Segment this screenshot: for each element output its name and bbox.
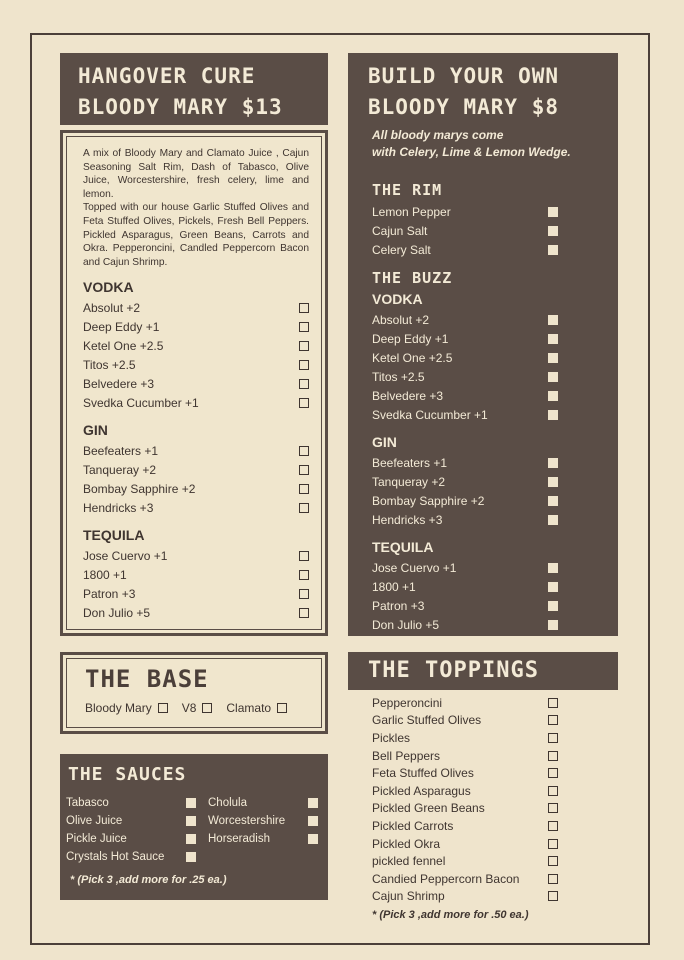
hangover-vodka-heading: VODKA <box>83 279 134 296</box>
option-label: Pepperoncini <box>372 695 443 710</box>
checkbox[interactable] <box>299 341 309 351</box>
checkbox[interactable] <box>548 477 558 487</box>
checkbox[interactable] <box>186 852 196 862</box>
hangover-tequila-heading: TEQUILA <box>83 527 145 544</box>
menu-option-jose-cuervo-1[interactable] <box>372 558 558 577</box>
checkbox[interactable] <box>186 816 196 826</box>
option-label: Deep Eddy +1 <box>372 331 449 346</box>
option-label: Don Julio +5 <box>372 617 440 632</box>
menu-option-hendricks-3[interactable] <box>83 498 309 517</box>
option-label: Patron +3 <box>83 586 136 601</box>
toppings-title: THE TOPPINGS <box>348 652 618 690</box>
checkbox[interactable] <box>299 608 309 618</box>
checkbox[interactable] <box>548 515 558 525</box>
menu-option-svedka-cucumber-1[interactable] <box>83 393 309 412</box>
checkbox[interactable] <box>299 322 309 332</box>
checkbox[interactable] <box>548 226 558 236</box>
option-label: 1800 +1 <box>83 567 127 582</box>
menu-option-tanqueray-2[interactable] <box>83 460 309 479</box>
checkbox[interactable] <box>548 874 558 884</box>
menu-option-tabasco[interactable] <box>66 794 196 812</box>
menu-option-bombay-sapphire-2[interactable] <box>83 479 309 498</box>
checkbox[interactable] <box>299 503 309 513</box>
option-label: Pickled Carrots <box>372 818 454 833</box>
option-label: Hendricks +3 <box>372 512 443 527</box>
menu-option-lemon-pepper[interactable] <box>372 202 558 221</box>
menu-option-beefeaters-1[interactable] <box>372 453 558 472</box>
option-label: Beefeaters +1 <box>83 443 159 458</box>
checkbox[interactable] <box>548 698 558 708</box>
menu-option-feta-stuffed-olives[interactable] <box>372 764 558 782</box>
sauces-left-list <box>66 794 196 866</box>
menu-option-titos-2-5[interactable] <box>372 367 558 386</box>
menu-option-worcestershire[interactable] <box>208 812 318 830</box>
checkbox[interactable] <box>548 353 558 363</box>
menu-option-patron-3[interactable] <box>83 584 309 603</box>
hangover-content <box>83 147 309 622</box>
option-label: Belvedere +3 <box>83 376 155 391</box>
checkbox[interactable] <box>299 570 309 580</box>
option-label: Pickled Okra <box>372 836 441 851</box>
option-label: Candied Peppercorn Bacon <box>372 871 520 886</box>
option-label: Svedka Cucumber +1 <box>83 395 199 410</box>
build-gin-heading: GIN <box>372 434 397 450</box>
checkbox[interactable] <box>299 303 309 313</box>
build-subtitle-line2: with Celery, Lime & Lemon Wedge. <box>372 145 571 159</box>
build-title-line2: BLOODY MARY $8 <box>368 95 560 119</box>
menu-option-belvedere-3[interactable] <box>372 386 558 405</box>
checkbox[interactable] <box>548 582 558 592</box>
menu-option-patron-3[interactable] <box>372 596 558 615</box>
menu-option-olive-juice[interactable] <box>66 812 196 830</box>
menu-option-deep-eddy-1[interactable] <box>83 317 309 336</box>
option-label: Bell Peppers <box>372 748 441 763</box>
menu-option-garlic-stuffed-olives[interactable] <box>372 712 558 730</box>
option-label: Tanqueray +2 <box>372 474 446 489</box>
checkbox[interactable] <box>548 563 558 573</box>
menu-option-jose-cuervo-1[interactable] <box>83 546 309 565</box>
checkbox[interactable] <box>299 484 309 494</box>
checkbox[interactable] <box>308 834 318 844</box>
checkbox[interactable] <box>308 816 318 826</box>
sauces-right-list <box>208 794 318 848</box>
buzz-heading: THE BUZZ <box>372 269 453 287</box>
checkbox[interactable] <box>548 751 558 761</box>
base-title: THE BASE <box>85 665 209 693</box>
option-label: Titos +2.5 <box>372 369 425 384</box>
menu-option-pickled-asparagus[interactable] <box>372 782 558 800</box>
option-label: Deep Eddy +1 <box>83 319 160 334</box>
option-label: Celery Salt <box>372 242 431 257</box>
option-label: Ketel One +2.5 <box>83 338 164 353</box>
option-label: Ketel One +2.5 <box>372 350 453 365</box>
checkbox[interactable] <box>548 768 558 778</box>
build-title <box>368 61 559 123</box>
option-label: Cajun Salt <box>372 223 428 238</box>
checkbox[interactable] <box>186 834 196 844</box>
checkbox[interactable] <box>548 207 558 217</box>
option-label: Lemon Pepper <box>372 204 451 219</box>
option-label: Feta Stuffed Olives <box>372 766 474 781</box>
checkbox[interactable] <box>548 891 558 901</box>
menu-option-1800-1[interactable] <box>83 565 309 584</box>
option-label: Patron +3 <box>372 598 425 613</box>
option-label: Olive Juice <box>66 815 123 827</box>
hangover-tequila-list <box>83 546 309 622</box>
build-options <box>372 171 558 634</box>
option-label: Cajun Shrimp <box>372 889 445 904</box>
checkbox[interactable] <box>548 620 558 630</box>
toppings-list <box>372 694 558 905</box>
menu-option-bombay-sapphire-2[interactable] <box>372 491 558 510</box>
checkbox[interactable] <box>548 803 558 813</box>
menu-option-svedka-cucumber-1[interactable] <box>372 405 558 424</box>
menu-option-candied-peppercorn-bacon[interactable] <box>372 870 558 888</box>
option-label: Horseradish <box>208 833 270 845</box>
checkbox[interactable] <box>548 496 558 506</box>
rim-heading: THE RIM <box>372 181 443 199</box>
option-label: Pickled Asparagus <box>372 783 471 798</box>
checkbox[interactable] <box>277 703 287 713</box>
menu-option-bell-peppers[interactable] <box>372 747 558 765</box>
checkbox[interactable] <box>158 703 168 713</box>
toppings-note: * (Pick 3 ,add more for .50 ea.) <box>372 909 529 921</box>
hangover-gin-list <box>83 441 309 517</box>
checkbox[interactable] <box>299 551 309 561</box>
option-label: pickled fennel <box>372 854 446 869</box>
sauces-title: THE SAUCES <box>68 764 187 785</box>
checkbox[interactable] <box>299 379 309 389</box>
base-box <box>60 652 328 734</box>
menu-option-belvedere-3[interactable] <box>83 374 309 393</box>
hangover-description-2: Topped with our house Garlic Stuffed Olives and Feta Stuffed Olives, Pickels, Fresh Bell Peppers. Pickled Asparagus, Green Beans, Carrots and Okra. Pepperoncini, Candled Peppercorn Bacon and Cajun Shrimp. <box>83 202 309 268</box>
option-label: Worcestershire <box>208 815 286 827</box>
option-label: Jose Cuervo +1 <box>83 548 168 563</box>
checkbox[interactable] <box>548 839 558 849</box>
rim-list <box>372 202 558 259</box>
hangover-title-line2: BLOODY MARY $13 <box>78 95 283 119</box>
menu-option-horseradish[interactable] <box>208 830 318 848</box>
build-tequila-list <box>372 558 558 634</box>
build-title-line1: BUILD YOUR OWN <box>368 64 560 88</box>
base-option-v8[interactable] <box>182 701 213 715</box>
menu-option-deep-eddy-1[interactable] <box>372 329 558 348</box>
checkbox[interactable] <box>548 245 558 255</box>
menu-option-beefeaters-1[interactable] <box>83 441 309 460</box>
base-option-clamato[interactable] <box>226 701 287 715</box>
option-label: Pickle Juice <box>66 833 127 845</box>
option-label: Bombay Sapphire +2 <box>372 493 485 508</box>
checkbox[interactable] <box>548 334 558 344</box>
base-option-bloody-mary[interactable] <box>85 701 168 715</box>
checkbox[interactable] <box>299 360 309 370</box>
hangover-description-1: A mix of Bloody Mary and Clamato Juice , Cajun Seasoning Salt Rim, Dash of Tabasco, Olive Juice, Worcestershire, fresh celery, lime and lemon. <box>83 148 309 200</box>
menu-option-pickled-okra[interactable] <box>372 835 558 853</box>
menu-option-pickled-fennel[interactable] <box>372 852 558 870</box>
base-option-label: Clamato <box>226 701 272 715</box>
checkbox[interactable] <box>548 315 558 325</box>
build-your-own-box <box>348 53 618 636</box>
sauces-note: * (Pick 3 ,add more for .25 ea.) <box>70 874 227 886</box>
checkbox[interactable] <box>299 589 309 599</box>
checkbox[interactable] <box>548 372 558 382</box>
option-label: 1800 +1 <box>372 579 416 594</box>
menu-option-tanqueray-2[interactable] <box>372 472 558 491</box>
option-label: Don Julio +5 <box>83 605 151 620</box>
option-label: Titos +2.5 <box>83 357 136 372</box>
base-option-label: Bloody Mary <box>85 701 152 715</box>
menu-option-absolut-2[interactable] <box>372 310 558 329</box>
hangover-title-line1: HANGOVER CURE <box>78 64 256 88</box>
menu-option-ketel-one-2-5[interactable] <box>372 348 558 367</box>
build-tequila-heading: TEQUILA <box>372 539 434 555</box>
option-label: Belvedere +3 <box>372 388 444 403</box>
menu-option-celery-salt[interactable] <box>372 240 558 259</box>
build-vodka-list <box>372 310 558 424</box>
menu-option-absolut-2[interactable] <box>83 298 309 317</box>
menu-option-cajun-shrimp[interactable] <box>372 888 558 906</box>
checkbox[interactable] <box>299 446 309 456</box>
checkbox[interactable] <box>548 458 558 468</box>
menu-option-ketel-one-2-5[interactable] <box>83 336 309 355</box>
checkbox[interactable] <box>548 715 558 725</box>
menu-option-pickled-carrots[interactable] <box>372 817 558 835</box>
option-label: Tabasco <box>66 797 109 809</box>
option-label: Pickled Green Beans <box>372 801 485 816</box>
option-label: Pickles <box>372 730 411 745</box>
menu-option-pickles[interactable] <box>372 729 558 747</box>
sauces-box <box>60 754 328 900</box>
checkbox[interactable] <box>548 821 558 831</box>
option-label: Absolut +2 <box>372 312 430 327</box>
build-gin-list <box>372 453 558 529</box>
checkbox[interactable] <box>299 465 309 475</box>
menu-option-don-julio-5[interactable] <box>372 615 558 634</box>
checkbox[interactable] <box>548 391 558 401</box>
hangover-title-block <box>60 53 328 125</box>
menu-option-pickle-juice[interactable] <box>66 830 196 848</box>
option-label: Beefeaters +1 <box>372 455 448 470</box>
hangover-vodka-list <box>83 298 309 412</box>
option-label: Tanqueray +2 <box>83 462 157 477</box>
menu-option-pepperoncini[interactable] <box>372 694 558 712</box>
option-label: Bombay Sapphire +2 <box>83 481 196 496</box>
checkbox[interactable] <box>548 601 558 611</box>
checkbox[interactable] <box>299 398 309 408</box>
build-subtitle <box>372 127 571 161</box>
checkbox[interactable] <box>186 798 196 808</box>
checkbox[interactable] <box>548 786 558 796</box>
menu-option-hendricks-3[interactable] <box>372 510 558 529</box>
menu-option-pickled-green-beans[interactable] <box>372 800 558 818</box>
option-label: Garlic Stuffed Olives <box>372 713 482 728</box>
menu-option-cajun-salt[interactable] <box>372 221 558 240</box>
hangover-details-box <box>60 130 328 636</box>
menu-option-cholula[interactable] <box>208 794 318 812</box>
checkbox[interactable] <box>202 703 212 713</box>
base-option-label: V8 <box>181 701 197 715</box>
option-label: Cholula <box>208 797 247 809</box>
option-label: Jose Cuervo +1 <box>372 560 457 575</box>
menu-option-don-julio-5[interactable] <box>83 603 309 622</box>
menu-option-titos-2-5[interactable] <box>83 355 309 374</box>
option-label: Hendricks +3 <box>83 500 154 515</box>
checkbox[interactable] <box>548 410 558 420</box>
checkbox[interactable] <box>548 733 558 743</box>
menu-option-1800-1[interactable] <box>372 577 558 596</box>
checkbox[interactable] <box>548 856 558 866</box>
menu-option-crystals-hot-sauce[interactable] <box>66 848 196 866</box>
base-options <box>85 701 287 715</box>
build-vodka-heading: VODKA <box>372 291 423 307</box>
build-subtitle-line1: All bloody marys come <box>372 128 504 142</box>
checkbox[interactable] <box>308 798 318 808</box>
option-label: Crystals Hot Sauce <box>66 851 165 863</box>
option-label: Absolut +2 <box>83 300 141 315</box>
option-label: Svedka Cucumber +1 <box>372 407 488 422</box>
hangover-gin-heading: GIN <box>83 422 108 439</box>
